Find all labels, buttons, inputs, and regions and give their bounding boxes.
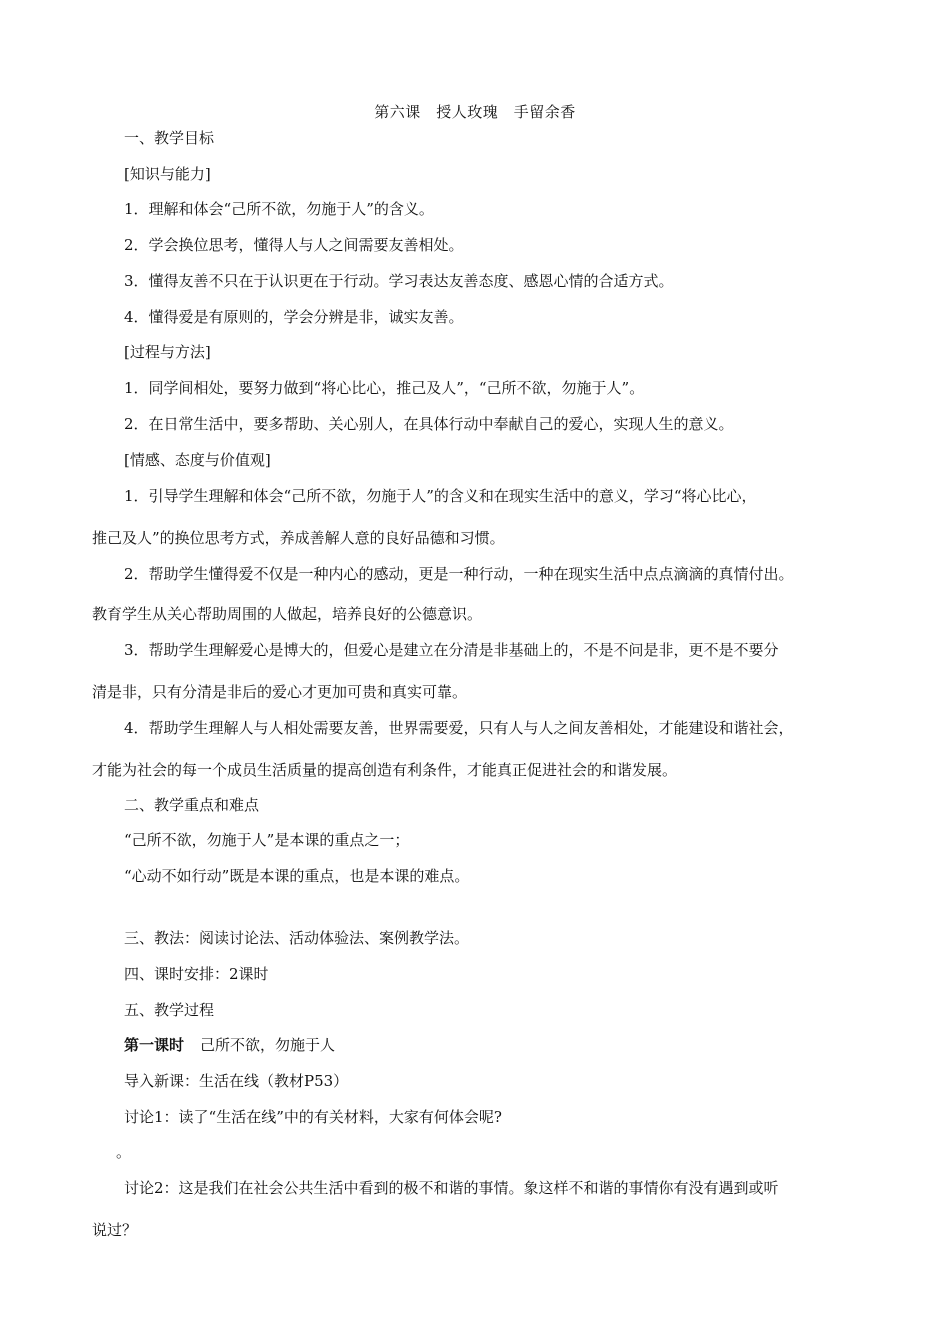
list-item: 1．理解和体会“己所不欲，勿施于人”的含义。 [124,200,434,218]
lesson-title: 己所不欲，勿施于人 [200,1036,336,1054]
section-heading-schedule: 四、课时安排：2课时 [124,965,269,983]
paragraph-line: 推己及人”的换位思考方式，养成善解人意的良好品德和习惯。 [92,529,505,547]
section-heading-objectives: 一、教学目标 [124,129,215,147]
subheading-values: [情感、态度与价值观] [124,451,271,469]
list-item: 2．在日常生活中，要多帮助、关心别人，在具体行动中奉献自己的爱心，实现人生的意义。 [124,415,734,433]
lesson-heading [124,1035,335,1055]
page-title: 第六课 授人玫瑰 手留余香 [374,103,576,121]
list-item: 1．同学间相处，要努力做到“将心比心，推己及人”，“己所不欲，勿施于人”。 [124,379,645,397]
subheading-knowledge: [知识与能力] [124,165,211,183]
subheading-process: [过程与方法] [124,343,211,361]
section-heading-process: 五、教学过程 [124,1001,215,1019]
paragraph-line: 讨论1：读了“生活在线”中的有关材料，大家有何体会呢? [124,1108,502,1126]
paragraph-line: 导入新课：生活在线（教材P53） [124,1072,349,1090]
paragraph-line: 2．帮助学生懂得爱不仅是一种内心的感动，更是一种行动，一种在现实生活中点点滴滴的真情付出。 [124,565,794,583]
section-heading-keypoints: 二、教学重点和难点 [124,796,260,814]
paragraph-line: 讨论2：这是我们在社会公共生活中看到的极不和谐的事情。象这样不和谐的事情你有没有遇到或听 [124,1179,779,1197]
list-item: 4．懂得爱是有原则的，学会分辨是非，诚实友善。 [124,308,464,326]
paragraph-line: 教育学生从关心帮助周围的人做起，培养良好的公德意识。 [92,605,483,623]
section-heading-methods: 三、教法：阅读讨论法、活动体验法、案例教学法。 [124,929,470,947]
paragraph-line: 才能为社会的每一个成员生活质量的提高创造有利条件，才能真正促进社会的和谐发展。 [92,761,678,779]
lesson-label: 第一课时 [124,1036,185,1054]
paragraph-line: 。 [116,1143,132,1161]
list-item: 2．学会换位思考，懂得人与人之间需要友善相处。 [124,236,464,254]
paragraph-line: 清是非，只有分清是非后的爱心才更加可贵和真实可靠。 [92,683,468,701]
paragraph-line: “心动不如行动”既是本课的重点，也是本课的难点。 [124,867,470,885]
paragraph-line: 1．引导学生理解和体会“己所不欲，勿施于人”的含义和在现实生活中的意义，学习“将心比心， [124,487,757,505]
paragraph-line: 4．帮助学生理解人与人相处需要友善，世界需要爱，只有人与人之间友善相处，才能建设和谐社会， [124,719,794,737]
paragraph-line: “己所不欲，勿施于人”是本课的重点之一； [124,831,410,849]
paragraph-line: 3．帮助学生理解爱心是博大的，但爱心是建立在分清是非基础上的，不是不问是非，更不是不要分 [124,641,779,659]
paragraph-line: 说过？ [92,1221,138,1239]
list-item: 3．懂得友善不只在于认识更在于行动。学习表达友善态度、感恩心情的合适方式。 [124,272,674,290]
